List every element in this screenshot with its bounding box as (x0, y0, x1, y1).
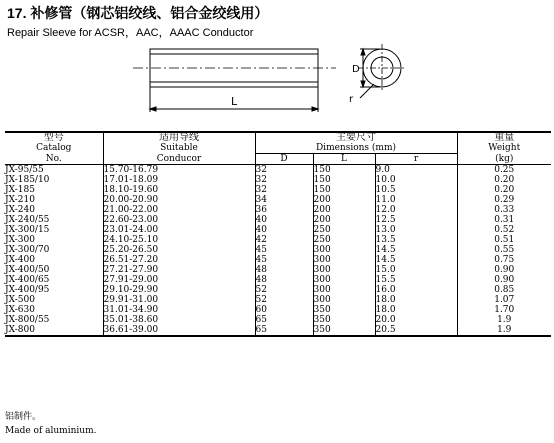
l-cell: 250 (313, 225, 375, 235)
section-title: 17. 补修管（钢芯铝绞线、铝合金绞线用） (7, 5, 269, 21)
l-cell: 250 (313, 235, 375, 245)
weight-cell: 0.55 (457, 245, 551, 255)
d-cell: 45 (255, 245, 313, 255)
conductor-range-cell: 25.20-26.50 (103, 245, 255, 255)
r-cell: 20.0 (375, 315, 457, 325)
catalog-header-en: Catalog (36, 143, 72, 154)
d-cell: 32 (255, 165, 313, 176)
l-cell: 200 (313, 195, 375, 205)
conductor-range-cell: 35.01-38.60 (103, 315, 255, 325)
l-arrow-right (312, 107, 318, 111)
r-cell: 12.5 (375, 215, 457, 225)
conductor-range-cell: 36.61-39.00 (103, 325, 255, 336)
r-cell: 13.0 (375, 225, 457, 235)
table-row (5, 325, 551, 336)
spec-table (5, 131, 551, 337)
weight-cell: 1.9 (457, 315, 551, 325)
conductor-range-cell: 20.00-20.90 (103, 195, 255, 205)
weight-cell: 1.9 (457, 325, 551, 336)
d-header: D (255, 154, 313, 165)
l-cell: 200 (313, 215, 375, 225)
conductor-header-en2: Conducor (103, 154, 255, 165)
weight-unit-header: (kg) (457, 154, 551, 165)
r-cell: 13.5 (375, 235, 457, 245)
d-cell: 34 (255, 195, 313, 205)
l-cell: 150 (313, 165, 375, 176)
conductor-range-cell: 26.51-27.20 (103, 255, 255, 265)
d-cell: 65 (255, 315, 313, 325)
table-row (5, 315, 551, 325)
r-cell: 10.0 (375, 175, 457, 185)
d-cell: 40 (255, 215, 313, 225)
catalog-cell: JX-240 (5, 205, 35, 215)
catalog-cell: JX-400/95 (5, 285, 50, 295)
table-row (5, 235, 551, 245)
r-cell: 11.0 (375, 195, 457, 205)
r-cell: 18.0 (375, 305, 457, 315)
l-cell: 300 (313, 255, 375, 265)
d-cell: 52 (255, 285, 313, 295)
l-cell: 200 (313, 205, 375, 215)
catalog-cell: JX-210 (5, 195, 35, 205)
r-cell: 15.5 (375, 275, 457, 285)
d-cell: 45 (255, 255, 313, 265)
d-arrow-bottom (361, 81, 365, 87)
weight-cell: 0.25 (457, 165, 551, 176)
weight-cell: 0.75 (457, 255, 551, 265)
table-row (5, 245, 551, 255)
r-cell: 15.0 (375, 265, 457, 275)
conductor-range-cell: 29.91-31.00 (103, 295, 255, 305)
catalog-cell: JX-400 (5, 255, 35, 265)
conductor-header-en: Suitable (103, 143, 255, 154)
d-arrow-top (361, 49, 365, 55)
d-cell: 60 (255, 305, 313, 315)
l-cell: 300 (313, 285, 375, 295)
catalog-cell: JX-400/65 (5, 275, 50, 285)
conductor-range-cell: 27.91-29.00 (103, 275, 255, 285)
d-cell: 65 (255, 325, 313, 336)
catalog-cell: JX-185/10 (5, 175, 50, 185)
l-cell: 300 (313, 245, 375, 255)
catalog-header-no: No. (5, 154, 103, 165)
r-cell: 20.5 (375, 325, 457, 336)
r-cell: 14.5 (375, 255, 457, 265)
catalog-cell: JX-95/55 (5, 165, 44, 175)
conductor-range-cell: 23.01-24.00 (103, 225, 255, 235)
table-row (5, 165, 551, 176)
dimensions-header-cn: 主要尺寸 (255, 132, 457, 143)
section-subtitle: Repair Sleeve for ACSR，AAC，AAAC Conductor (7, 27, 254, 39)
table-row (5, 225, 551, 235)
conductor-range-cell: 27.21-27.90 (103, 265, 255, 275)
r-cell: 12.0 (375, 205, 457, 215)
table-row (5, 205, 551, 215)
r-label: r (349, 94, 354, 105)
catalog-cell: JX-300/70 (5, 245, 50, 255)
r-cell: 18.0 (375, 295, 457, 305)
catalog-cell: JX-300 (5, 235, 35, 245)
catalog-cell: JX-300/15 (5, 225, 50, 235)
l-label: L (231, 95, 238, 108)
weight-cell: 0.52 (457, 225, 551, 235)
table-row (5, 185, 551, 195)
l-cell: 300 (313, 295, 375, 305)
r-cell: 14.5 (375, 245, 457, 255)
catalog-cell: JX-800 (5, 325, 103, 336)
weight-cell: 0.31 (457, 215, 551, 225)
conductor-header-cn: 适用导线 (103, 132, 255, 143)
weight-cell: 0.20 (457, 175, 551, 185)
catalog-cell: JX-240/55 (5, 215, 50, 225)
table-row (5, 275, 551, 285)
l-cell: 150 (313, 185, 375, 195)
l-cell: 300 (313, 265, 375, 275)
table-row (5, 295, 551, 305)
catalog-cell: JX-800/55 (5, 315, 50, 325)
d-cell: 36 (255, 205, 313, 215)
table-row (5, 215, 551, 225)
weight-cell: 0.29 (457, 195, 551, 205)
table-row (5, 285, 551, 295)
l-header: L (313, 154, 375, 165)
r-cell: 9.0 (375, 165, 457, 176)
l-cell: 350 (313, 315, 375, 325)
repair-sleeve-drawing (0, 0, 554, 130)
d-cell: 40 (255, 225, 313, 235)
weight-header-cn: 重量 (457, 132, 551, 143)
weight-cell: 0.20 (457, 185, 551, 195)
table-row (5, 255, 551, 265)
d-cell: 48 (255, 265, 313, 275)
l-cell: 150 (313, 175, 375, 185)
table-row (5, 265, 551, 275)
dimensions-header-en: Dimensions (mm) (255, 143, 457, 154)
d-cell: 32 (255, 185, 313, 195)
weight-header-en: Weight (457, 143, 551, 154)
l-cell: 350 (313, 325, 375, 336)
l-arrow-left (150, 107, 156, 111)
weight-cell: 0.90 (457, 265, 551, 275)
material-note-en: Made of aluminium. (5, 426, 97, 436)
weight-cell: 1.07 (457, 295, 551, 305)
conductor-range-cell: 18.10-19.60 (103, 185, 255, 195)
weight-cell: 0.90 (457, 275, 551, 285)
conductor-range-cell: 29.10-29.90 (103, 285, 255, 295)
weight-cell: 1.70 (457, 305, 551, 315)
r-header: r (375, 154, 457, 165)
conductor-range-cell: 31.01-34.90 (103, 305, 255, 315)
r-cell: 16.0 (375, 285, 457, 295)
weight-cell: 0.33 (457, 205, 551, 215)
table-row (5, 175, 551, 185)
catalog-cell: JX-185 (5, 185, 35, 195)
table-row (5, 305, 551, 315)
material-note-cn: 铝制件。 (5, 412, 42, 422)
weight-cell: 0.51 (457, 235, 551, 245)
table-row (5, 195, 551, 205)
catalog-cell: JX-630 (5, 305, 35, 315)
l-cell: 350 (313, 305, 375, 315)
catalog-cell: JX-400/50 (5, 265, 50, 275)
d-cell: 42 (255, 235, 313, 245)
d-label: D (352, 64, 360, 75)
conductor-range-cell: 21.00-22.00 (103, 205, 255, 215)
d-cell: 32 (255, 175, 313, 185)
spec-table-body (5, 165, 551, 337)
catalog-cell: JX-500 (5, 295, 35, 305)
conductor-range-cell: 15.70-16.79 (103, 165, 255, 176)
conductor-range-cell: 24.10-25.10 (103, 235, 255, 245)
weight-cell: 0.85 (457, 285, 551, 295)
d-cell: 52 (255, 295, 313, 305)
d-cell: 48 (255, 275, 313, 285)
l-cell: 300 (313, 275, 375, 285)
conductor-range-cell: 17.01-18.09 (103, 175, 255, 185)
r-cell: 10.5 (375, 185, 457, 195)
r-leader-line (360, 84, 374, 98)
conductor-range-cell: 22.60-23.00 (103, 215, 255, 225)
catalog-header-cn: 型号 (5, 132, 103, 143)
